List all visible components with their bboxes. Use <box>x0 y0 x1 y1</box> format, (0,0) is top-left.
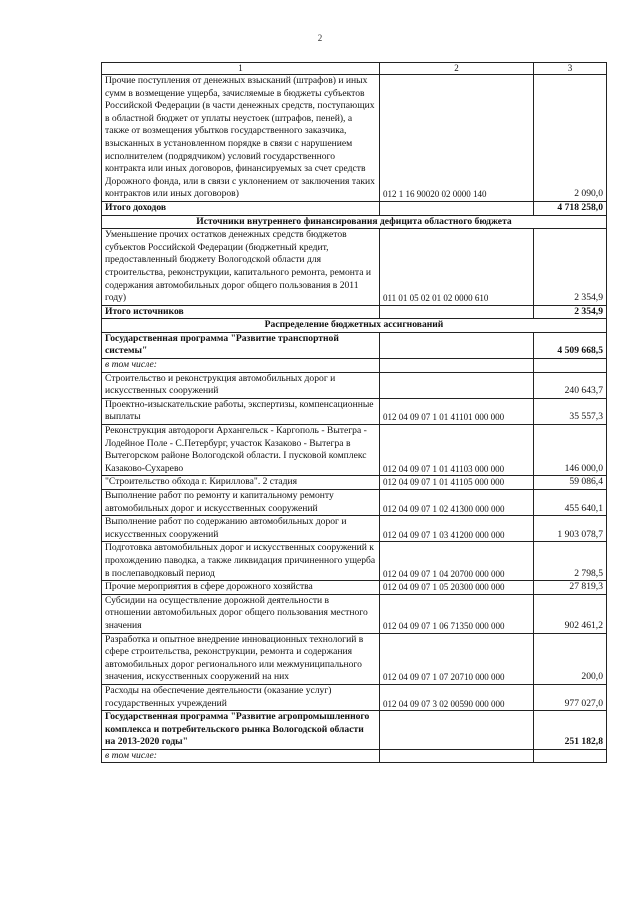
table-row <box>102 749 607 763</box>
row-budget-code: 012 04 09 07 1 07 20710 000 000 <box>380 633 534 684</box>
row-amount: 27 819,3 <box>534 581 607 595</box>
row-budget-code: 012 04 09 07 1 01 41105 000 000 <box>380 476 534 490</box>
row-description: Итого источников <box>102 305 380 319</box>
row-budget-code: 012 04 09 07 1 01 41103 000 000 <box>380 425 534 476</box>
row-budget-code: 011 01 05 02 01 02 0000 610 <box>380 229 534 306</box>
row-description: в том числе: <box>102 359 380 373</box>
row-budget-code <box>380 332 534 358</box>
total-row <box>102 305 607 319</box>
row-description: Субсидии на осуществление дорожной деятельности в отношении автомобильных дорог общего пользования местного значения <box>102 594 380 633</box>
row-description: Подготовка автомобильных дорог и искусственных сооружений к прохождению паводка, а также ликвидация причиненного ущерба в послепаводковый период <box>102 542 380 581</box>
row-description: Уменьшение прочих остатков денежных средств бюджетов субъектов Российской Федерации (бюджетный кредит, предоставленный бюджету Вологодской области для строительства, реконструкции, капитального ремонта, ремонта и содержания автомобильных дорог общего пользования в 2011 году) <box>102 229 380 306</box>
row-budget-code: 012 04 09 07 1 02 41300 000 000 <box>380 490 534 516</box>
table-row <box>102 542 607 581</box>
row-description: Разработка и опытное внедрение инновационных технологий в сфере строительства, реконструкции, ремонта и содержания автомобильных дорог регионального или межмуниципального значения, искусственных сооружений на них <box>102 633 380 684</box>
table-row <box>102 684 607 710</box>
row-description: Прочие мероприятия в сфере дорожного хозяйства <box>102 581 380 595</box>
row-amount <box>534 749 607 763</box>
row-description: "Строительство обхода г. Кириллова". 2 стадия <box>102 476 380 490</box>
row-amount <box>534 359 607 373</box>
column-header-3: 3 <box>534 63 607 75</box>
row-budget-code <box>380 201 534 215</box>
table-row <box>102 516 607 542</box>
row-amount: 902 461,2 <box>534 594 607 633</box>
row-amount: 4 718 258,0 <box>534 201 607 215</box>
row-amount: 455 640,1 <box>534 490 607 516</box>
table-row <box>102 594 607 633</box>
row-description: Государственная программа "Развитие транспортной системы" <box>102 332 380 358</box>
table-row <box>102 425 607 476</box>
column-header-2: 2 <box>380 63 534 75</box>
total-row <box>102 201 607 215</box>
header-row <box>102 63 607 75</box>
row-description: Расходы на обеспечение деятельности (оказание услуг) государственных учреждений <box>102 684 380 710</box>
row-description: Прочие поступления от денежных взысканий (штрафов) и иных сумм в возмещение ущерба, зачисляемые в бюджеты субъектов Российской Федерации (в части денежных средств, поступающих в областной бюджет от уплаты неустоек (штрафов, пеней), а также от возмещения убытков государственного заказчика, взысканных в установленном порядке в связи с нарушением исполнителем (подрядчиком) условий государственного контракта или иных договоров, финансируемых за счет средств Дорожного фонда, или в связи с уклонением от заключения таких контрактов или иных договоров) <box>102 75 380 202</box>
table-row <box>102 359 607 373</box>
row-amount: 1 903 078,7 <box>534 516 607 542</box>
row-description: Строительство и реконструкция автомобильных дорог и искусственных сооружений <box>102 372 380 398</box>
row-amount: 2 090,0 <box>534 75 607 202</box>
budget-table <box>101 62 607 763</box>
row-amount: 240 643,7 <box>534 372 607 398</box>
row-amount: 35 557,3 <box>534 398 607 424</box>
row-description: Проектно-изыскательские работы, экспертизы, компенсационные выплаты <box>102 398 380 424</box>
row-description: Выполнение работ по содержанию автомобильных дорог и искусственных сооружений <box>102 516 380 542</box>
total-row <box>102 711 607 750</box>
row-amount: 200,0 <box>534 633 607 684</box>
row-budget-code: 012 04 09 07 1 04 20700 000 000 <box>380 542 534 581</box>
table-row <box>102 75 607 202</box>
section-title: Распределение бюджетных ассигнований <box>102 319 607 333</box>
table-row <box>102 581 607 595</box>
row-amount: 2 354,9 <box>534 305 607 319</box>
row-budget-code: 012 1 16 90020 02 0000 140 <box>380 75 534 202</box>
row-budget-code <box>380 305 534 319</box>
row-amount: 4 509 668,5 <box>534 332 607 358</box>
row-budget-code: 012 04 09 07 1 05 20300 000 000 <box>380 581 534 595</box>
table-row <box>102 633 607 684</box>
row-budget-code <box>380 359 534 373</box>
row-amount: 977 027,0 <box>534 684 607 710</box>
table-row <box>102 490 607 516</box>
row-description: в том числе: <box>102 749 380 763</box>
total-row <box>102 332 607 358</box>
page-number: 2 <box>317 33 323 43</box>
row-budget-code <box>380 372 534 398</box>
row-budget-code: 012 04 09 07 1 03 41200 000 000 <box>380 516 534 542</box>
table-row <box>102 372 607 398</box>
row-budget-code: 012 04 09 07 1 06 71350 000 000 <box>380 594 534 633</box>
row-description: Государственная программа "Развитие агропромышленного комплекса и потребительского рынка Вологодской области на 2013-2020 годы" <box>102 711 380 750</box>
row-amount: 146 000,0 <box>534 425 607 476</box>
row-description: Выполнение работ по ремонту и капитальному ремонту автомобильных дорог и искусственных сооружений <box>102 490 380 516</box>
row-amount: 2 798,5 <box>534 542 607 581</box>
row-amount: 2 354,9 <box>534 229 607 306</box>
table-row <box>102 398 607 424</box>
row-amount: 59 086,4 <box>534 476 607 490</box>
row-amount: 251 182,8 <box>534 711 607 750</box>
row-budget-code: 012 04 09 07 1 01 41101 000 000 <box>380 398 534 424</box>
section-title: Источники внутреннего финансирования дефицита областного бюджета <box>102 215 607 229</box>
row-budget-code <box>380 749 534 763</box>
row-description: Итого доходов <box>102 201 380 215</box>
section-header-row <box>102 215 607 229</box>
column-header-1: 1 <box>102 63 380 75</box>
table-row <box>102 229 607 306</box>
row-budget-code <box>380 711 534 750</box>
table-row <box>102 476 607 490</box>
section-header-row <box>102 319 607 333</box>
row-budget-code: 012 04 09 07 3 02 00590 000 000 <box>380 684 534 710</box>
row-description: Реконструкция автодороги Архангельск - Каргополь - Вытегра - Лодейное Поле - С.Петербург, участок Казаково - Вытегра в Вытегорском районе Вологодской области. I пусковой комплекс Казаково-Сухарево <box>102 425 380 476</box>
